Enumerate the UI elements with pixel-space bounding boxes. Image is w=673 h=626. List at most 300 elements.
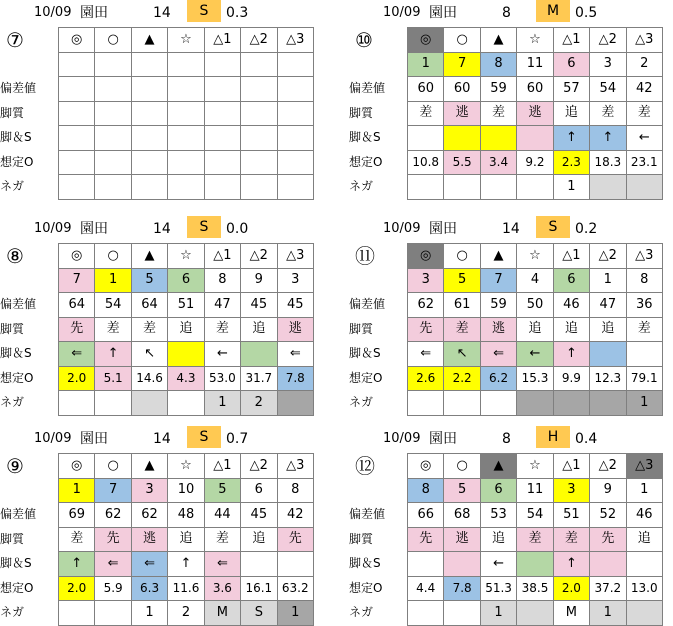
horse-number-cell: 1 xyxy=(59,478,95,503)
row-label: 脚＆S xyxy=(349,130,381,144)
negative-cell xyxy=(59,175,95,200)
table-row xyxy=(59,293,314,318)
mark-cell: ◎ xyxy=(59,454,95,479)
row-label: 偏差値 xyxy=(0,297,37,311)
deviation-cell: 62 xyxy=(408,293,444,318)
leg-speed-cell: ⇐ xyxy=(95,552,131,577)
race-date: 10/09 xyxy=(383,221,421,236)
expected-odds-cell: 14.6 xyxy=(131,366,167,391)
deviation-cell: 60 xyxy=(408,77,444,102)
leg-speed-cell: ↑ xyxy=(59,552,95,577)
expected-odds-cell: 63.2 xyxy=(277,576,313,601)
negative-cell xyxy=(590,175,626,200)
row-label: 脚質 xyxy=(0,321,25,336)
field-size: 14 xyxy=(153,431,171,447)
running-style-cell: 追 xyxy=(517,317,553,342)
field-size: 8 xyxy=(502,431,511,447)
mark-cell: ▲ xyxy=(480,244,516,269)
row-label: ネガ xyxy=(349,605,374,619)
table-row xyxy=(59,268,314,293)
expected-odds-cell: 18.3 xyxy=(590,150,626,175)
race-number: ⑩ xyxy=(355,28,373,52)
negative-cell xyxy=(277,391,313,416)
table-row xyxy=(408,317,663,342)
running-style-cell: 追 xyxy=(480,527,516,552)
negative-cell xyxy=(408,601,444,626)
running-style-cell: 差 xyxy=(590,101,626,126)
table-row xyxy=(59,454,314,479)
deviation-cell: 36 xyxy=(626,293,662,318)
mark-cell: ◎ xyxy=(59,28,95,53)
negative-cell xyxy=(517,391,553,416)
leg-speed-cell: ↖ xyxy=(444,342,480,367)
deviation-cell: 62 xyxy=(95,503,131,528)
row-label: 脚質 xyxy=(349,321,374,336)
expected-odds-cell: 2.2 xyxy=(444,366,480,391)
field-size: 14 xyxy=(153,5,171,21)
race-number: ⑧ xyxy=(6,244,24,268)
deviation-cell: 44 xyxy=(204,503,240,528)
negative-cell xyxy=(277,175,313,200)
row-label: 想定O xyxy=(0,370,34,385)
negative-cell: M xyxy=(204,601,240,626)
table-row xyxy=(59,576,314,601)
deviation-cell: 64 xyxy=(131,293,167,318)
leg-speed-cell xyxy=(59,126,95,151)
running-style-cell: 逃 xyxy=(480,317,516,342)
deviation-cell: 60 xyxy=(517,77,553,102)
row-label: 脚質 xyxy=(0,531,25,546)
row-label: 脚質 xyxy=(349,531,374,546)
mark-cell: △1 xyxy=(553,454,589,479)
row-label: 想定O xyxy=(349,154,383,169)
running-style-cell: 差 xyxy=(480,101,516,126)
leg-speed-cell: ↑ xyxy=(553,126,589,151)
deviation-cell: 51 xyxy=(168,293,204,318)
horse-number-cell: 5 xyxy=(444,478,480,503)
horse-number-cell: 3 xyxy=(590,52,626,77)
horse-number-cell: 7 xyxy=(59,268,95,293)
grade-badge: S xyxy=(187,426,221,448)
table-row xyxy=(408,527,663,552)
expected-odds-cell: 5.9 xyxy=(95,576,131,601)
race-index: 0.2 xyxy=(575,221,598,237)
race-venue: 園田 xyxy=(429,5,457,21)
row-labels xyxy=(349,502,407,625)
row-labels xyxy=(349,292,407,415)
expected-odds-cell: 9.9 xyxy=(553,366,589,391)
table-row xyxy=(59,317,314,342)
leg-speed-cell: ↑ xyxy=(553,342,589,367)
negative-cell: 1 xyxy=(480,601,516,626)
deviation-cell: 45 xyxy=(277,293,313,318)
running-style-cell: 差 xyxy=(59,527,95,552)
running-style-cell: 先 xyxy=(95,527,131,552)
negative-cell xyxy=(168,391,204,416)
table-row xyxy=(408,175,663,200)
expected-odds-cell: 2.6 xyxy=(408,366,444,391)
row-labels xyxy=(0,76,58,199)
race-number: ⑦ xyxy=(6,28,24,52)
running-style-cell: 逃 xyxy=(517,101,553,126)
expected-odds-cell: 5.1 xyxy=(95,366,131,391)
horse-number-cell: 5 xyxy=(204,478,240,503)
running-style-cell xyxy=(277,101,313,126)
leg-speed-cell xyxy=(626,342,662,367)
grade-badge: S xyxy=(536,216,570,238)
row-label: 偏差値 xyxy=(349,81,386,95)
horse-number-cell: 7 xyxy=(444,52,480,77)
deviation-cell xyxy=(131,77,167,102)
horse-number-cell: 2 xyxy=(626,52,662,77)
table-row xyxy=(408,478,663,503)
race-header xyxy=(0,426,322,452)
mark-cell: △3 xyxy=(277,28,313,53)
table-row xyxy=(408,391,663,416)
negative-cell: 1 xyxy=(626,391,662,416)
deviation-cell: 42 xyxy=(277,503,313,528)
horse-number-cell: 9 xyxy=(590,478,626,503)
mark-cell: ☆ xyxy=(517,454,553,479)
expected-odds-cell xyxy=(277,150,313,175)
horse-number-cell: 5 xyxy=(444,268,480,293)
row-labels xyxy=(0,292,58,415)
negative-cell xyxy=(168,175,204,200)
expected-odds-cell: 4.3 xyxy=(168,366,204,391)
mark-cell: ◎ xyxy=(408,454,444,479)
mark-cell: △1 xyxy=(204,244,240,269)
horse-number-cell xyxy=(241,52,277,77)
mark-cell: ☆ xyxy=(517,244,553,269)
running-style-cell: 差 xyxy=(204,317,240,342)
negative-cell: M xyxy=(553,601,589,626)
running-style-cell: 逃 xyxy=(444,101,480,126)
running-style-cell: 差 xyxy=(517,527,553,552)
race-panel xyxy=(349,426,671,626)
race-table xyxy=(58,243,314,416)
deviation-cell: 64 xyxy=(59,293,95,318)
expected-odds-cell: 53.0 xyxy=(204,366,240,391)
mark-cell: △3 xyxy=(626,454,662,479)
race-panel xyxy=(349,216,671,416)
leg-speed-cell: ↑ xyxy=(553,552,589,577)
row-label: 偏差値 xyxy=(0,507,37,521)
leg-speed-cell: ← xyxy=(517,342,553,367)
horse-number-cell: 3 xyxy=(131,478,167,503)
mark-cell: ◎ xyxy=(408,244,444,269)
expected-odds-cell: 9.2 xyxy=(517,150,553,175)
running-style-cell xyxy=(131,101,167,126)
table-row xyxy=(59,601,314,626)
leg-speed-cell: ⇐ xyxy=(408,342,444,367)
expected-odds-cell: 2.0 xyxy=(59,576,95,601)
race-header xyxy=(349,426,671,452)
leg-speed-cell: ⇐ xyxy=(480,342,516,367)
horse-number-cell: 8 xyxy=(480,52,516,77)
negative-cell xyxy=(444,175,480,200)
mark-cell: △2 xyxy=(241,28,277,53)
deviation-cell: 48 xyxy=(168,503,204,528)
table-row xyxy=(59,126,314,151)
mark-cell: △1 xyxy=(204,28,240,53)
deviation-cell: 59 xyxy=(480,293,516,318)
running-style-cell: 逃 xyxy=(444,527,480,552)
table-row xyxy=(408,576,663,601)
leg-speed-cell: ← xyxy=(204,342,240,367)
expected-odds-cell: 2.0 xyxy=(59,366,95,391)
table-row xyxy=(59,77,314,102)
horse-number-cell: 1 xyxy=(408,52,444,77)
negative-cell xyxy=(95,601,131,626)
mark-cell: △2 xyxy=(590,28,626,53)
expected-odds-cell: 38.5 xyxy=(517,576,553,601)
negative-cell xyxy=(480,391,516,416)
mark-cell: ▲ xyxy=(131,454,167,479)
race-index: 0.0 xyxy=(226,221,249,237)
race-panel xyxy=(0,426,322,626)
running-style-cell: 追 xyxy=(168,527,204,552)
leg-speed-cell xyxy=(408,552,444,577)
running-style-cell xyxy=(95,101,131,126)
deviation-cell: 66 xyxy=(408,503,444,528)
horse-number-cell: 3 xyxy=(408,268,444,293)
race-table xyxy=(407,453,663,626)
leg-speed-cell: ↑ xyxy=(168,552,204,577)
negative-cell: 1 xyxy=(131,601,167,626)
row-label: 想定O xyxy=(0,580,34,595)
table-row xyxy=(408,503,663,528)
leg-speed-cell xyxy=(168,126,204,151)
race-header xyxy=(0,216,322,242)
race-header xyxy=(349,0,671,26)
mark-cell: ○ xyxy=(444,244,480,269)
race-date: 10/09 xyxy=(34,431,72,446)
expected-odds-cell: 6.2 xyxy=(480,366,516,391)
horse-number-cell: 11 xyxy=(517,52,553,77)
mark-cell: ◎ xyxy=(408,28,444,53)
mark-cell: △2 xyxy=(241,244,277,269)
deviation-cell: 57 xyxy=(553,77,589,102)
row-label: 脚＆S xyxy=(349,556,381,570)
horse-number-cell: 8 xyxy=(626,268,662,293)
race-table xyxy=(407,27,663,200)
race-date: 10/09 xyxy=(383,431,421,446)
horse-number-cell: 1 xyxy=(626,478,662,503)
running-style-cell: 先 xyxy=(59,317,95,342)
negative-cell: 1 xyxy=(590,601,626,626)
row-label: 偏差値 xyxy=(349,297,386,311)
race-header xyxy=(349,216,671,242)
race-date: 10/09 xyxy=(383,5,421,20)
negative-cell xyxy=(626,175,662,200)
mark-cell: △3 xyxy=(626,244,662,269)
race-venue: 園田 xyxy=(80,431,108,447)
running-style-cell xyxy=(241,101,277,126)
mark-cell: ▲ xyxy=(131,244,167,269)
deviation-cell: 52 xyxy=(590,503,626,528)
negative-cell: S xyxy=(241,601,277,626)
horse-number-cell: 9 xyxy=(241,268,277,293)
running-style-cell: 先 xyxy=(277,527,313,552)
horse-number-cell: 10 xyxy=(168,478,204,503)
race-panel xyxy=(0,216,322,416)
expected-odds-cell: 16.1 xyxy=(241,576,277,601)
mark-cell: △3 xyxy=(626,28,662,53)
expected-odds-cell: 31.7 xyxy=(241,366,277,391)
grade-badge: M xyxy=(536,0,570,22)
row-label: ネガ xyxy=(0,395,25,409)
running-style-cell: 逃 xyxy=(131,527,167,552)
deviation-cell: 59 xyxy=(480,77,516,102)
field-size: 14 xyxy=(502,221,520,237)
row-labels xyxy=(349,76,407,199)
deviation-cell: 54 xyxy=(590,77,626,102)
table-row xyxy=(408,268,663,293)
leg-speed-cell: ← xyxy=(480,552,516,577)
running-style-cell xyxy=(204,101,240,126)
grade-badge: S xyxy=(187,0,221,22)
leg-speed-cell xyxy=(444,126,480,151)
deviation-cell: 45 xyxy=(241,293,277,318)
running-style-cell: 追 xyxy=(553,317,589,342)
table-row xyxy=(408,52,663,77)
leg-speed-cell xyxy=(277,552,313,577)
leg-speed-cell: ⇐ xyxy=(59,342,95,367)
race-panel xyxy=(349,0,671,200)
deviation-cell: 51 xyxy=(553,503,589,528)
table-row xyxy=(59,342,314,367)
deviation-cell: 61 xyxy=(444,293,480,318)
race-venue: 園田 xyxy=(429,431,457,447)
deviation-cell: 45 xyxy=(241,503,277,528)
leg-speed-cell xyxy=(444,552,480,577)
deviation-cell: 42 xyxy=(626,77,662,102)
deviation-cell: 47 xyxy=(204,293,240,318)
horse-number-cell xyxy=(59,52,95,77)
leg-speed-cell xyxy=(517,126,553,151)
running-style-cell: 差 xyxy=(553,527,589,552)
horse-number-cell xyxy=(95,52,131,77)
table-row xyxy=(408,342,663,367)
leg-speed-cell xyxy=(590,342,626,367)
expected-odds-cell: 79.1 xyxy=(626,366,662,391)
row-labels xyxy=(0,502,58,625)
table-row xyxy=(408,244,663,269)
negative-cell xyxy=(480,175,516,200)
expected-odds-cell xyxy=(168,150,204,175)
horse-number-cell: 6 xyxy=(480,478,516,503)
deviation-cell: 50 xyxy=(517,293,553,318)
row-label: ネガ xyxy=(349,179,374,193)
table-row xyxy=(59,101,314,126)
running-style-cell xyxy=(59,101,95,126)
expected-odds-cell xyxy=(204,150,240,175)
expected-odds-cell: 2.3 xyxy=(553,150,589,175)
running-style-cell: 先 xyxy=(408,527,444,552)
field-size: 8 xyxy=(502,5,511,21)
mark-cell: ☆ xyxy=(517,28,553,53)
negative-cell xyxy=(590,391,626,416)
expected-odds-cell: 2.0 xyxy=(553,576,589,601)
expected-odds-cell: 4.4 xyxy=(408,576,444,601)
deviation-cell: 54 xyxy=(517,503,553,528)
race-venue: 園田 xyxy=(80,221,108,237)
expected-odds-cell: 10.8 xyxy=(408,150,444,175)
race-table xyxy=(58,27,314,200)
negative-cell xyxy=(131,391,167,416)
deviation-cell: 62 xyxy=(131,503,167,528)
leg-speed-cell xyxy=(590,552,626,577)
row-label: 偏差値 xyxy=(0,81,37,95)
running-style-cell: 差 xyxy=(626,101,662,126)
mark-cell: ▲ xyxy=(131,28,167,53)
horse-number-cell: 6 xyxy=(553,268,589,293)
leg-speed-cell xyxy=(480,126,516,151)
deviation-cell xyxy=(277,77,313,102)
mark-cell: △2 xyxy=(590,244,626,269)
table-row xyxy=(408,293,663,318)
negative-cell xyxy=(95,175,131,200)
table-row xyxy=(59,175,314,200)
running-style-cell: 差 xyxy=(95,317,131,342)
table-row xyxy=(408,601,663,626)
table-row xyxy=(408,366,663,391)
horse-number-cell: 1 xyxy=(590,268,626,293)
row-label: ネガ xyxy=(349,395,374,409)
race-number: ⑪ xyxy=(355,244,375,268)
running-style-cell: 追 xyxy=(168,317,204,342)
leg-speed-cell: ↑ xyxy=(590,126,626,151)
row-label: 脚＆S xyxy=(0,130,32,144)
mark-cell: △1 xyxy=(204,454,240,479)
running-style-cell: 逃 xyxy=(277,317,313,342)
field-size: 14 xyxy=(153,221,171,237)
deviation-cell: 54 xyxy=(95,293,131,318)
expected-odds-cell xyxy=(241,150,277,175)
negative-cell xyxy=(408,175,444,200)
mark-cell: △2 xyxy=(590,454,626,479)
horse-number-cell: 6 xyxy=(168,268,204,293)
table-row xyxy=(59,366,314,391)
expected-odds-cell: 7.8 xyxy=(444,576,480,601)
deviation-cell xyxy=(59,77,95,102)
table-row xyxy=(408,150,663,175)
table-row xyxy=(59,150,314,175)
negative-cell xyxy=(408,391,444,416)
expected-odds-cell: 12.3 xyxy=(590,366,626,391)
table-row xyxy=(408,28,663,53)
horse-number-cell: 8 xyxy=(408,478,444,503)
horse-number-cell: 3 xyxy=(553,478,589,503)
row-label: 脚質 xyxy=(0,105,25,120)
race-date: 10/09 xyxy=(34,221,72,236)
leg-speed-cell xyxy=(131,126,167,151)
race-header xyxy=(0,0,322,26)
running-style-cell xyxy=(168,101,204,126)
race-index: 0.4 xyxy=(575,431,598,447)
horse-number-cell: 6 xyxy=(241,478,277,503)
expected-odds-cell: 5.5 xyxy=(444,150,480,175)
negative-cell: 1 xyxy=(204,391,240,416)
deviation-cell: 53 xyxy=(480,503,516,528)
horse-number-cell: 6 xyxy=(553,52,589,77)
row-label: ネガ xyxy=(0,179,25,193)
table-row xyxy=(59,478,314,503)
deviation-cell: 46 xyxy=(626,503,662,528)
negative-cell: 1 xyxy=(277,601,313,626)
expected-odds-cell: 51.3 xyxy=(480,576,516,601)
leg-speed-cell: ↑ xyxy=(95,342,131,367)
